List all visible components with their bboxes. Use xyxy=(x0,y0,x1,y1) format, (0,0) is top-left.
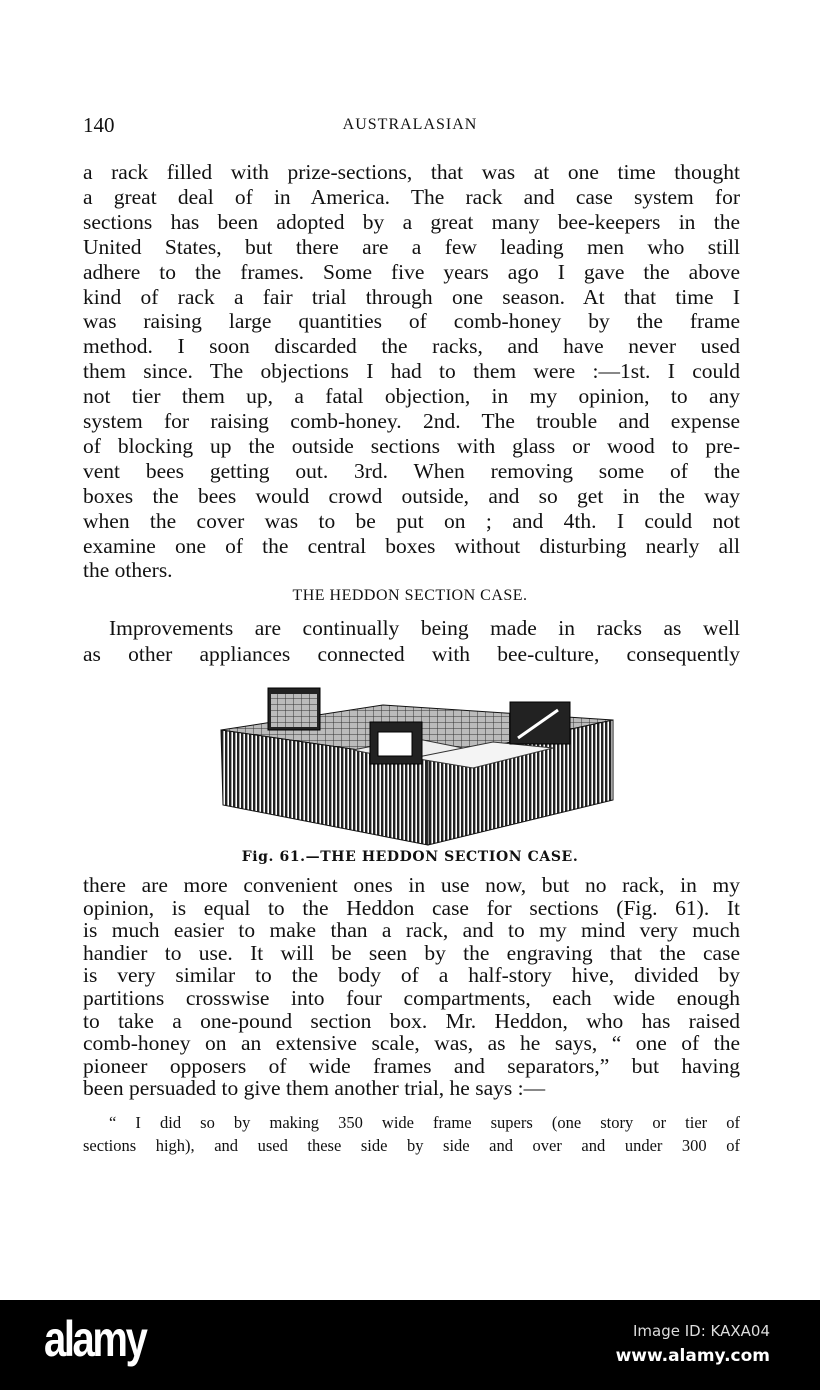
text-line: handier to use. It will be seen by the engraving that the case xyxy=(83,940,740,965)
website-link: www.alamy.com xyxy=(615,1346,770,1366)
running-head: AUSTRALASIAN xyxy=(342,116,478,133)
text-line: the others. xyxy=(83,558,173,583)
text-line: a rack filled with prize-sections, that was at one time thought xyxy=(83,160,740,184)
text-line: not tier them up, a fatal objection, in my opinion, to any xyxy=(83,384,740,409)
text-line: sections high), and used these side by side and over and under 300 of xyxy=(83,1136,740,1155)
figure-caption: Fig. 61.—THE HEDDON SECTION CASE. xyxy=(241,849,579,865)
text-line: partitions crosswise into four compartments, each wide enough xyxy=(83,986,740,1010)
text-line: pioneer opposers of wide frames and separators,” but having xyxy=(83,1053,740,1078)
text-line: examine one of the central boxes without disturbing nearly all xyxy=(83,533,740,558)
text-line: to take a one-pound section box. Mr. Heddon, who has raised xyxy=(83,1008,740,1033)
text-line: method. I soon discarded the racks, and have never used xyxy=(83,334,740,359)
alamy-logo: alamy xyxy=(44,1311,146,1367)
text-line: was raising large quantities of comb-honey by the frame xyxy=(83,309,740,334)
text-line: when the cover was to be put on ; and 4th. I could not xyxy=(83,508,740,533)
text-line: adhere to the frames. Some five years ago I gave the above xyxy=(83,259,740,284)
text-line: them since. The objections I had to them were :—1st. I could xyxy=(83,359,740,384)
text-line: system for raising comb-honey. 2nd. The trouble and expense xyxy=(83,409,740,433)
text-line: been persuaded to give them another trial, he says :— xyxy=(83,1076,546,1101)
text-line: as other appliances connected with bee-culture, consequently xyxy=(83,641,740,666)
section-heading: THE HEDDON SECTION CASE. xyxy=(292,587,528,604)
text-line: Improvements are continually being made in racks as well xyxy=(109,616,740,640)
text-line: vent bees getting out. 3rd. When removing some of the xyxy=(83,458,740,483)
heddon-section-case-illustration xyxy=(213,680,623,848)
text-line: comb-honey on an extensive scale, was, as he says, “ one of the xyxy=(83,1031,740,1056)
watermark-footer xyxy=(0,1300,820,1390)
text-line: of blocking up the outside sections with glass or wood to pre- xyxy=(83,433,740,458)
image-id: Image ID: KAXA04 xyxy=(633,1322,770,1340)
text-line: is much easier to make than a rack, and to my mind very much xyxy=(83,918,740,943)
text-line: “ I did so by making 350 wide frame supers (one story or tier of xyxy=(109,1113,740,1132)
text-line: boxes the bees would crowd outside, and so get in the way xyxy=(83,483,740,508)
text-line: a great deal of in America. The rack and case system for xyxy=(83,184,740,209)
text-line: opinion, is equal to the Heddon case for sections (Fig. 61). It xyxy=(83,895,740,920)
text-line: is very similar to the body of a half-story hive, divided by xyxy=(83,963,740,988)
text-line: sections has been adopted by a great many bee-keepers in the xyxy=(83,209,740,234)
text-line: there are more convenient ones in use now, but no rack, in my xyxy=(83,873,740,897)
text-line: kind of rack a fair trial through one season. At that time I xyxy=(83,284,740,309)
page-number: 140 xyxy=(83,113,115,137)
text-line: United States, but there are a few leading men who still xyxy=(83,234,740,259)
